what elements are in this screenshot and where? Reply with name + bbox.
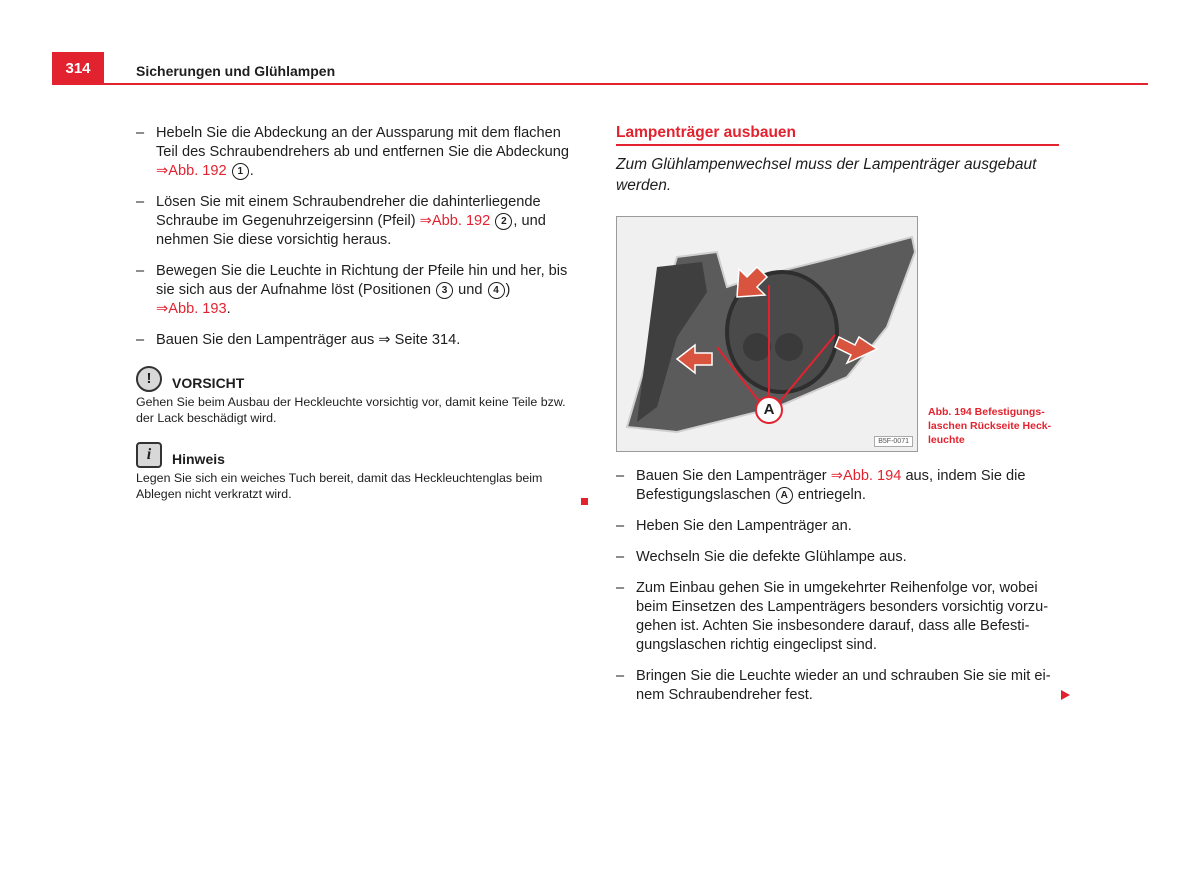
exclamation-circle-icon: !	[136, 366, 162, 392]
step-text: )	[505, 282, 511, 298]
figure-caption: Abb. 194 Befestigungslaschen Rückseite Heckleuchte	[928, 406, 1052, 446]
note-title: Hinweis	[172, 451, 225, 467]
step-text: Heben Sie den Lampenträger an.	[636, 518, 852, 534]
dash: –	[136, 194, 145, 210]
dash: –	[136, 263, 145, 279]
figure-ref-link[interactable]: ⇒Abb. 194	[830, 468, 902, 484]
section-title: Lampenträger ausbauen	[616, 124, 1059, 146]
step-item	[136, 124, 576, 181]
bulb-socket	[775, 333, 803, 361]
position-marker: 1	[232, 163, 249, 180]
page-number: 314	[65, 60, 91, 77]
dash: –	[616, 549, 625, 565]
figure-code: B5F-0071	[874, 436, 913, 447]
step-item	[616, 579, 1060, 655]
figure-ref-link[interactable]: ⇒Abb. 192	[156, 163, 227, 179]
left-column	[136, 124, 576, 502]
dash: –	[616, 580, 625, 596]
position-marker: 4	[488, 282, 505, 299]
step-text: Hebeln Sie die Abdeckung an der Aussparung mit dem flachen Teil des Schraubendrehers ab und entfernen Sie die Abdeckung	[156, 125, 569, 160]
caution-box	[136, 366, 576, 426]
dash: –	[616, 518, 625, 534]
step-item	[136, 331, 576, 350]
step-text: Lösen Sie mit einem Schraubendreher die dahinterliegende Schraube im Gegenuhrzeigersinn (Pfeil)	[156, 194, 541, 229]
section-intro: Zum Glühlampenwechsel muss der Lampenträger ausgebaut werden.	[616, 156, 1037, 194]
callout-a-label: A	[763, 401, 775, 418]
position-marker: A	[776, 487, 793, 504]
position-marker: 3	[436, 282, 453, 299]
step-text: aus, indem Sie die Befestigungslaschen	[636, 468, 1026, 503]
dash: –	[136, 332, 145, 348]
step-item	[136, 193, 576, 250]
position-marker: 2	[495, 213, 512, 230]
step-text: und	[454, 282, 487, 298]
step-item	[616, 548, 1060, 567]
step-item	[616, 517, 1060, 536]
step-text: .	[226, 301, 231, 317]
continue-arrow-icon	[1061, 690, 1070, 700]
step-text: , und nehmen Sie diese vorsichtig heraus.	[156, 213, 546, 248]
note-box	[136, 442, 576, 502]
caution-text: Gehen Sie beim Ausbau der Heckleuchte vorsichtig vor, damit keine Teile bzw. der Lack beschädigt wird.	[136, 395, 566, 425]
step-item	[616, 667, 1060, 705]
figure-ref-link[interactable]: ⇒Abb. 192	[419, 213, 491, 229]
step-text: .	[249, 163, 254, 179]
bulb-socket	[743, 333, 771, 361]
step-text: Bringen Sie die Leuchte wieder an und schrauben Sie sie mit einem Schraubendreher fest.	[636, 668, 1051, 703]
info-icon: i	[136, 442, 162, 468]
right-steps	[616, 467, 1060, 717]
step-item	[136, 262, 576, 319]
figure-ref-link[interactable]: ⇒Abb. 193	[156, 301, 227, 317]
section-end-marker	[581, 498, 588, 505]
note-text: Legen Sie sich ein weiches Tuch bereit, damit das Heckleuchtenglas beim Ablegen nicht verkratzt wird.	[136, 471, 543, 501]
step-text: entriegeln.	[793, 487, 866, 503]
step-text: Bewegen Sie die Leuchte in Richtung der Pfeile hin und her, bis sie sich aus der Aufnahme löst (Positionen	[156, 263, 568, 298]
right-column	[616, 124, 1060, 196]
header-rule	[52, 83, 1148, 85]
figure-taillight	[616, 216, 918, 452]
step-text: Bauen Sie den Lampenträger	[636, 468, 831, 484]
caution-title: VORSICHT	[172, 375, 245, 391]
step-text: Zum Einbau gehen Sie in umgekehrter Reihenfolge vor, wobei beim Einsetzen des Lampenträgers besonders vorsichtig vorzugehen ist. Achten Sie insbesondere darauf, dass alle Befestigungslaschen richtig eingeclipst sind.	[636, 580, 1049, 653]
dash: –	[616, 468, 625, 484]
step-text: Wechseln Sie die defekte Glühlampe aus.	[636, 549, 907, 565]
step-item	[616, 467, 1060, 505]
chapter-title: Sicherungen und Glühlampen	[136, 63, 336, 79]
step-text: Bauen Sie den Lampenträger aus ⇒ Seite 314.	[156, 332, 461, 348]
dash: –	[136, 125, 145, 141]
dash: –	[616, 668, 625, 684]
arrow-up-icon	[737, 267, 767, 297]
